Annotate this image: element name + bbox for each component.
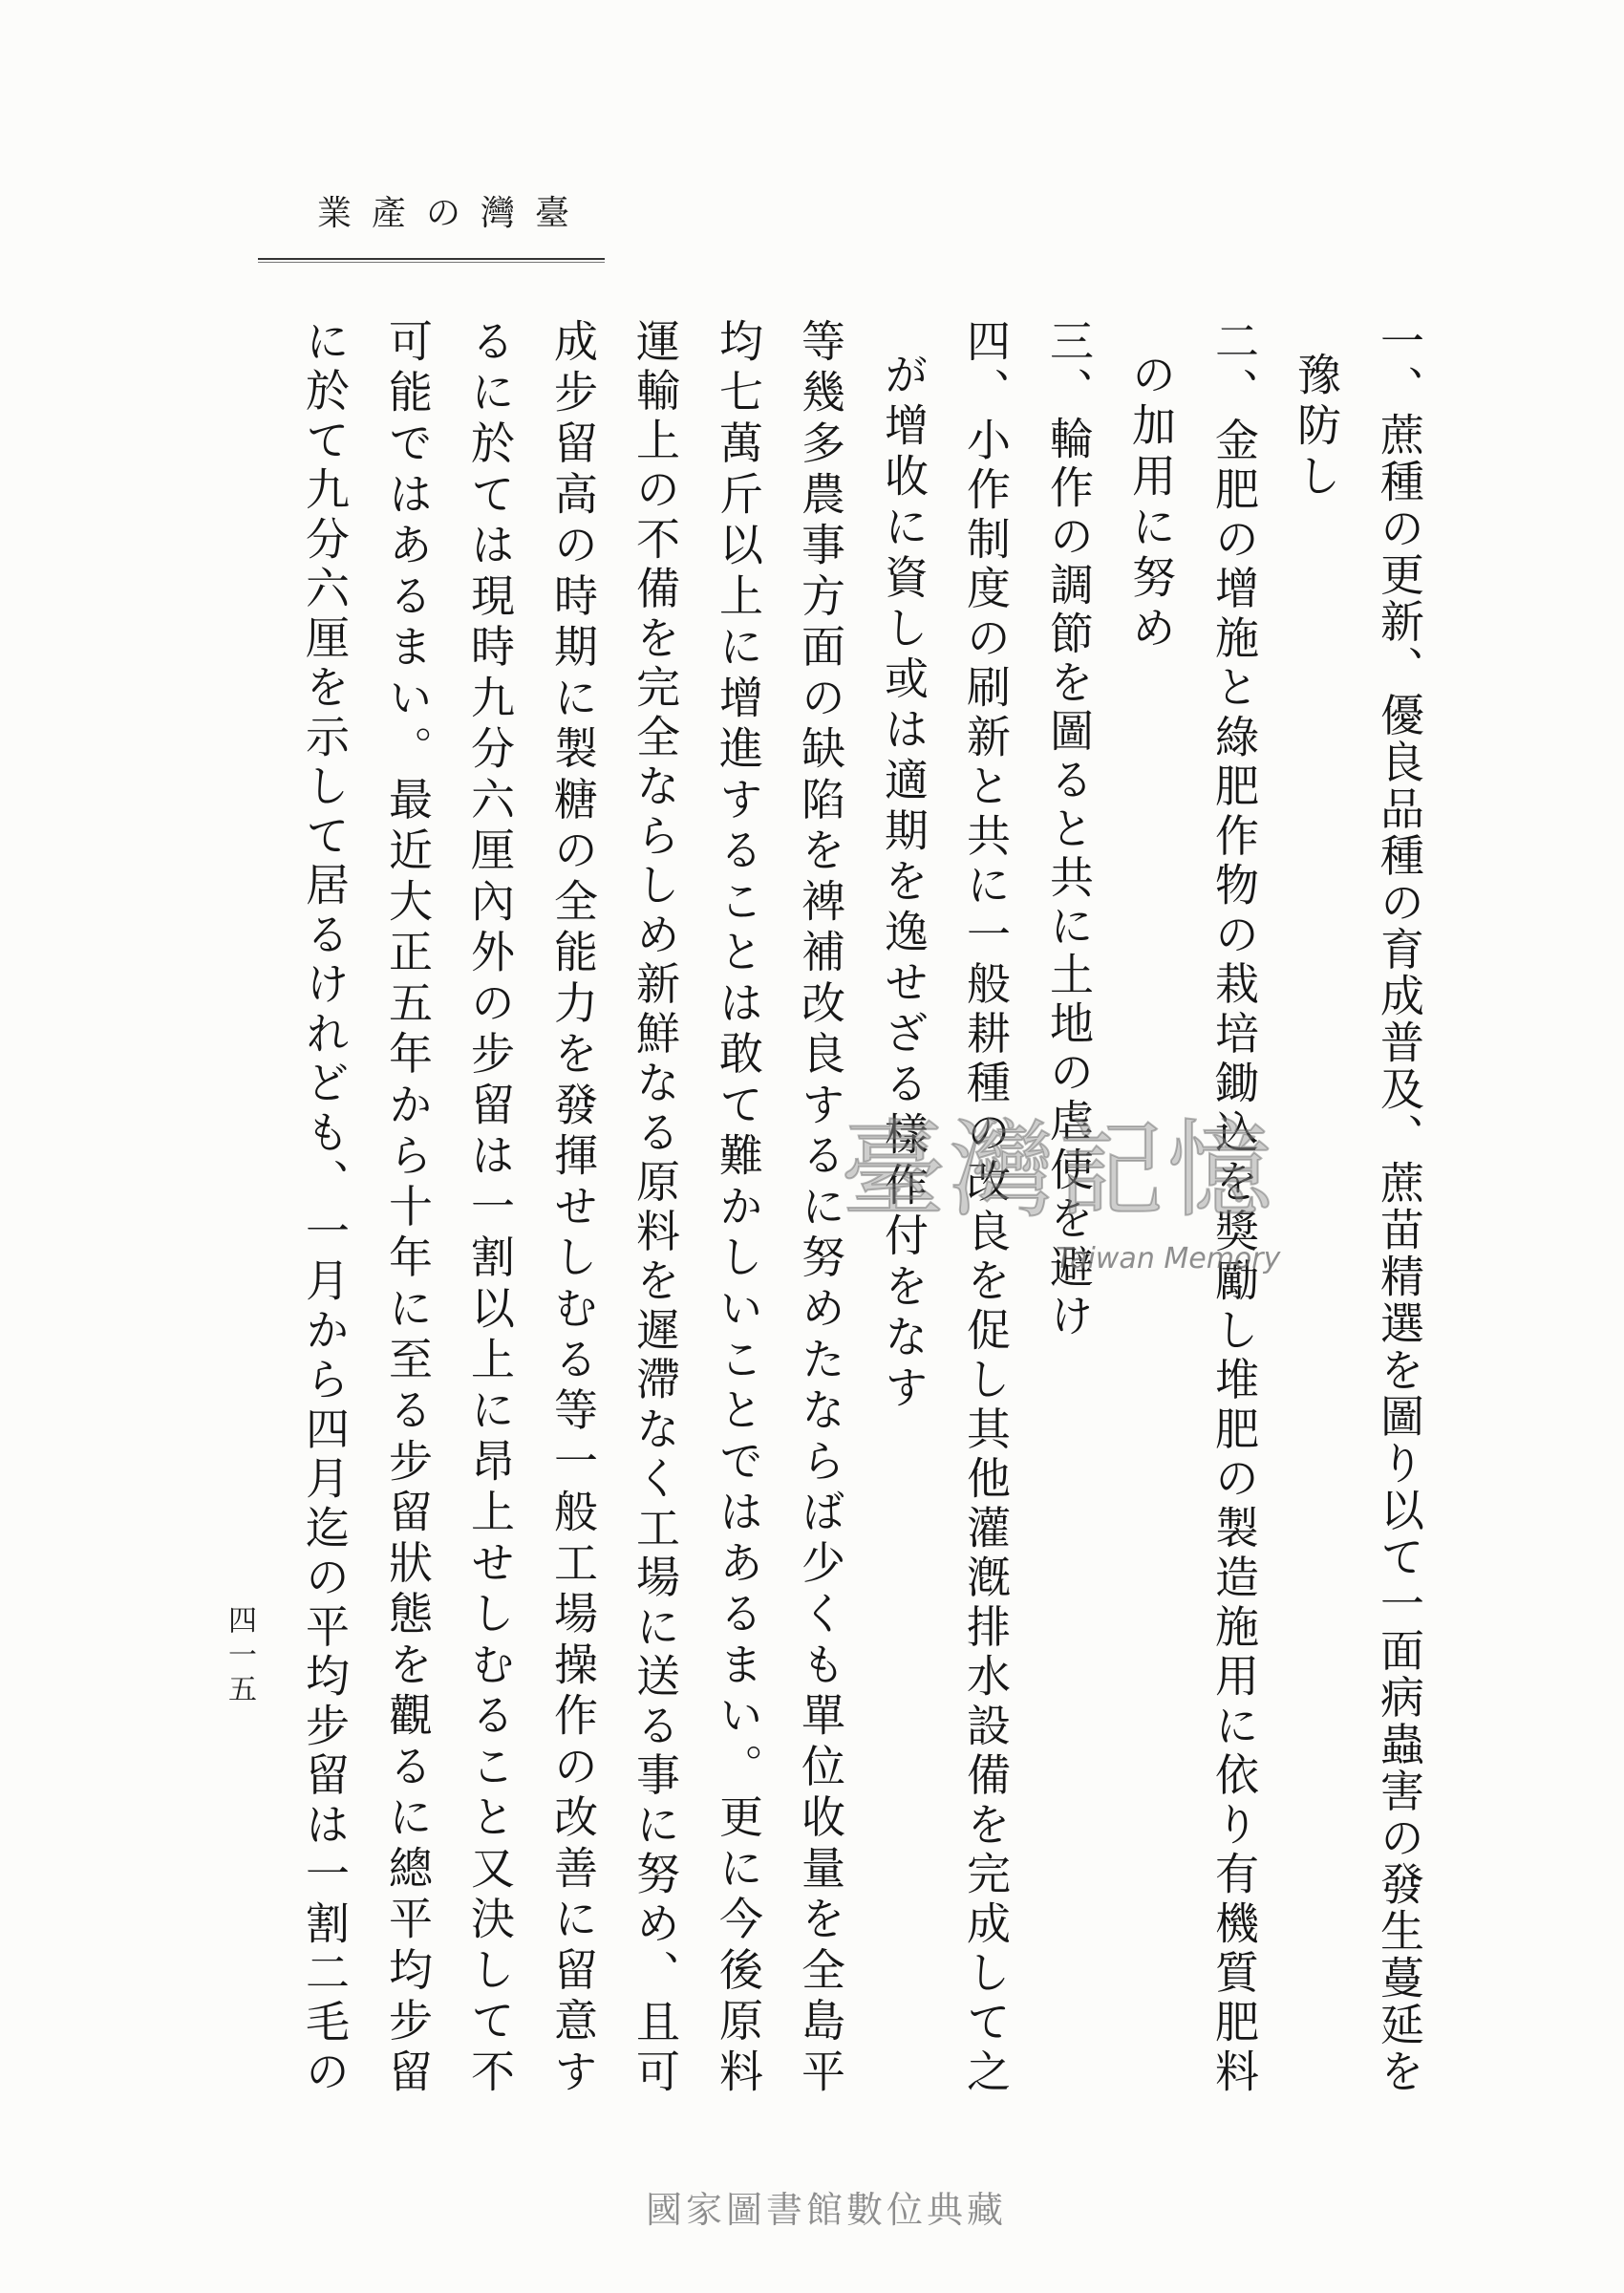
text-column: 三、輪作の調節を圖ると共に土地の虐使を避け [1043,318,1095,1341]
text-column: 運輸上の不備を完全ならしめ新鮮なる原料を遲滯なく工場に送る事に努め、且可 [630,318,681,2092]
text-column: 均七萬斤以上に增進することは敢て難かしいことではあるまい。更に今後原料 [713,318,764,2092]
text-column: に於て九分六厘を示して居るけれども、一月から四月迄の平均步留は一割二毛の [299,318,351,2092]
watermark-logo-text: 臺灣記憶 [841,1109,1276,1232]
text-column: 二、金肥の增施と綠肥作物の栽培鋤込を獎勵し堆肥の製造施用に依り有機質肥料 [1208,318,1260,2092]
text-column: 四、小作制度の刷新と共に一般耕種の改良を促し其他灌漑排水設備を完成して之 [960,318,1012,2092]
text-column: るに於ては現時九分六厘內外の步留は一割以上に昂上せしむること又決して不 [464,318,516,2092]
text-column: が增收に資し或は適期を逸せざる樣作付をなす [878,352,930,1415]
footer-credit: 國家圖書館數位典藏 [645,2189,1007,2231]
text-column: 一、蔗種の更新、優良品種の育成普及、蔗苗精選を圖り以て一面病蟲害の發生蔓延を [1374,318,1425,2092]
header-rule [258,258,605,263]
text-column: 成步留高の時期に製糖の全能力を發揮せしむる等一般工場操作の改善に留意す [547,318,599,2092]
text-column: 等幾多農事方面の缺陷を裨補改良するに努めたならば少くも單位收量を全島平 [795,318,846,2092]
page-number: 四一五 [223,1605,256,1708]
running-head: 臺灣の產業 [317,194,590,233]
text-column: の加用に努め [1125,352,1177,655]
text-column: 豫防し [1291,352,1342,504]
text-column: 可能ではあるまい。最近大正五年から十年に至る步留狀態を觀るに總平均步留 [382,318,434,2092]
watermark-logo-subtext: Taiwan Memory [1056,1242,1281,1275]
